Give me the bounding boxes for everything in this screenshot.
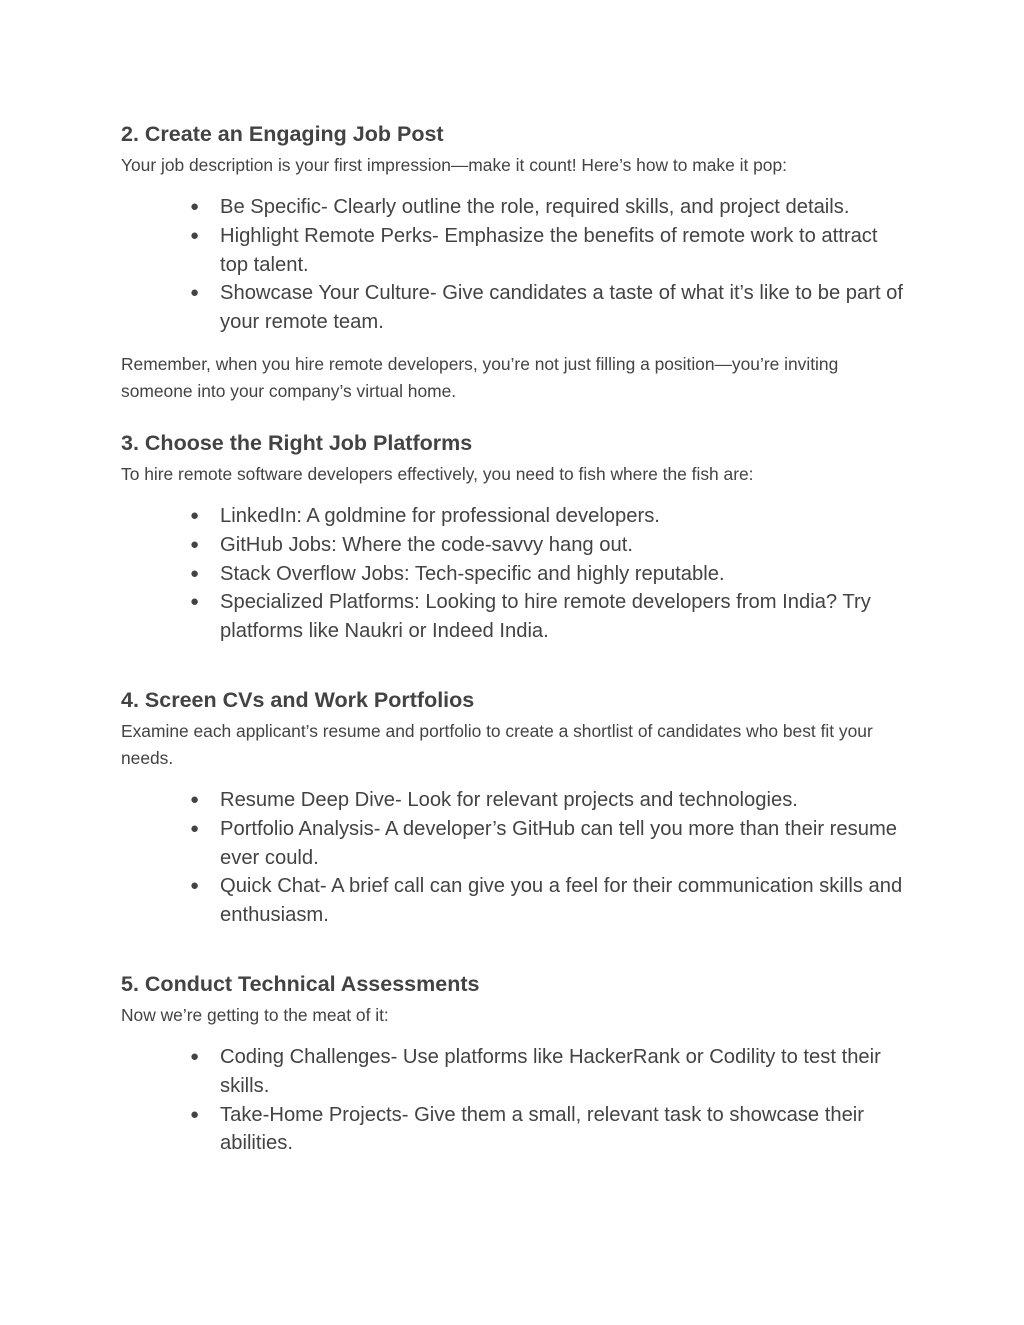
- section-technical-assessments: [121, 968, 911, 1158]
- bullet-icon: ●: [190, 226, 200, 244]
- list-item: ● Stack Overflow Jobs: Tech-specific and highly reputable.: [220, 560, 911, 589]
- section-outro: Remember, when you hire remote developers, you’re not just filling a position—you’re inviting someone into your company’s virtual home.: [121, 353, 839, 401]
- list-item: ● Take-Home Projects- Give them a small, relevant task to showcase their abilities.: [220, 1101, 911, 1159]
- list-item: ● Portfolio Analysis- A developer’s GitHub can tell you more than their resume ever could.: [220, 815, 911, 873]
- list-item: ● GitHub Jobs: Where the code-savvy hang out.: [220, 531, 911, 560]
- bullet-icon: ●: [190, 593, 200, 611]
- bullet-icon: ●: [190, 564, 200, 582]
- section-intro: Examine each applicant’s resume and portfolio to create a shortlist of candidates who best fit your needs.: [121, 720, 873, 768]
- section-heading: 5. Conduct Technical Assessments: [121, 971, 480, 996]
- section-intro: Your job description is your first impression—make it count! Here’s how to make it pop:: [121, 155, 787, 175]
- section-screen-cvs: [121, 684, 911, 930]
- bullet-list: [121, 1043, 911, 1158]
- list-item: ● Resume Deep Dive- Look for relevant projects and technologies.: [220, 786, 911, 815]
- list-item: ● Quick Chat- A brief call can give you a feel for their communication skills and enthusiasm.: [220, 872, 911, 930]
- bullet-list: [121, 502, 911, 646]
- list-item: ● Highlight Remote Perks- Emphasize the benefits of remote work to attract top talent.: [220, 222, 911, 280]
- section-job-post: [121, 118, 911, 405]
- section-intro: Now we’re getting to the meat of it:: [121, 1004, 389, 1025]
- list-item: ● Specialized Platforms: Looking to hire remote developers from India? Try platforms like Naukri or Indeed India.: [220, 588, 911, 646]
- document-page: [121, 118, 911, 1158]
- bullet-icon: ●: [190, 506, 200, 524]
- section-heading: 2. Create an Engaging Job Post: [121, 122, 444, 146]
- section-intro: To hire remote software developers effectively, you need to fish where the fish are:: [121, 463, 754, 484]
- list-item: ● LinkedIn: A goldmine for professional developers.: [220, 502, 911, 531]
- bullet-list: [121, 193, 911, 337]
- bullet-icon: ●: [190, 790, 200, 808]
- bullet-icon: ●: [190, 819, 200, 837]
- bullet-icon: ●: [190, 877, 200, 895]
- section-heading: 3. Choose the Right Job Platforms: [121, 430, 473, 455]
- list-item: ● Coding Challenges- Use platforms like HackerRank or Codility to test their skills.: [220, 1043, 911, 1101]
- list-item: ● Showcase Your Culture- Give candidates a taste of what it’s like to be part of your remote team.: [220, 279, 911, 337]
- bullet-icon: ●: [190, 535, 200, 553]
- section-heading: 4. Screen CVs and Work Portfolios: [121, 687, 475, 712]
- bullet-list: [121, 786, 911, 930]
- bullet-icon: ●: [190, 1047, 200, 1065]
- bullet-icon: ●: [190, 1105, 200, 1123]
- section-job-platforms: [121, 427, 911, 646]
- bullet-icon: ●: [190, 198, 200, 215]
- list-item: ● Be Specific- Clearly outline the role, required skills, and project details.: [220, 193, 911, 222]
- bullet-icon: ●: [190, 284, 200, 302]
